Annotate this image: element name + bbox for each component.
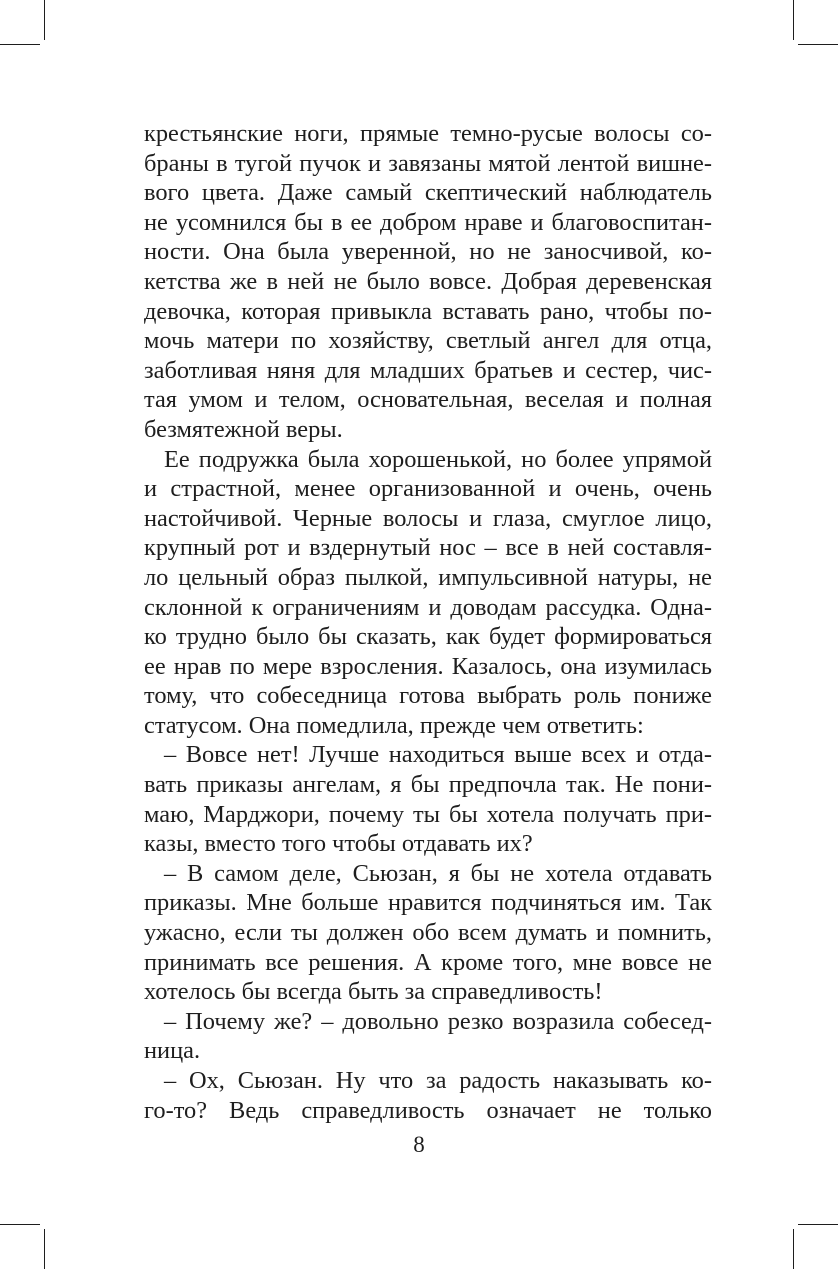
text-line: не усомнился бы в ее добром нраве и благовоспитан-	[144, 208, 712, 236]
text-line: девочка, которая привыкла вставать рано, чтобы по-	[144, 297, 712, 325]
text-line: крестьянские ноги, прямые темно-русые волосы со-	[144, 120, 712, 147]
text-line: казы, вместо того чтобы отдавать их?	[144, 830, 533, 858]
text-line: ло цельный образ пылкой, импульсивной натуры, не	[144, 563, 712, 591]
text-line: принимать все решения. А кроме того, мне вовсе не	[144, 948, 712, 976]
text-line: тая умом и телом, основательная, веселая и полная	[144, 386, 712, 414]
text-line: маю, Марджори, почему ты бы хотела получать при-	[144, 800, 712, 828]
text-line: безмятежной веры.	[144, 415, 343, 443]
text-line: ее нрав по мере взросления. Казалось, она изумилась	[144, 652, 712, 680]
text-line: – Вовсе нет! Лучше находиться выше всех и отда-	[164, 741, 712, 769]
text-line: – Ох, Сьюзан. Ну что за радость наказывать ко-	[164, 1067, 712, 1094]
text-line: склонной к ограничениям и доводам рассудка. Одна-	[144, 593, 712, 621]
text-line: приказы. Мне больше нравится подчиняться им. Так	[144, 889, 712, 917]
text-line: ужасно, если ты должен обо всем думать и помнить,	[144, 919, 712, 947]
text-line: вого цвета. Даже самый скептический наблюдатель	[144, 179, 712, 207]
text-line: и страстной, менее организованной и очень, очень	[144, 475, 712, 503]
text-line: крупный рот и вздернутый нос – все в ней составля-	[144, 534, 712, 562]
text-line: вать приказы ангелам, я бы предпочла так. Не пони-	[144, 771, 712, 799]
text-line: – В самом деле, Сьюзан, я бы не хотела отдавать	[164, 859, 712, 887]
text-line: ности. Она была уверенной, но не заносчивой, ко-	[144, 238, 712, 266]
text-line: кетства же в ней не было вовсе. Добрая деревенская	[144, 267, 712, 295]
crop-mark-top-left-vertical	[44, 0, 45, 40]
text-line: Ее подружка была хорошенькой, но более упрямой	[164, 445, 712, 473]
crop-mark-top-right-vertical	[793, 0, 794, 40]
text-line: статусом. Она помедлила, прежде чем ответить:	[144, 711, 644, 739]
text-line: – Почему же? – довольно резко возразила собесед-	[164, 1007, 712, 1035]
crop-mark-top-left-horizontal	[0, 44, 40, 45]
text-line: заботливая няня для младших братьев и сестер, чис-	[144, 356, 712, 384]
text-line: браны в тугой пучок и завязаны мятой лентой вишне-	[144, 149, 712, 177]
text-line: тому, что собеседница готова выбрать роль пониже	[144, 682, 712, 710]
text-line: ко трудно было бы сказать, как будет формироваться	[144, 623, 712, 651]
crop-mark-bottom-right-vertical	[793, 1229, 794, 1269]
crop-mark-bottom-left-vertical	[44, 1229, 45, 1269]
crop-mark-bottom-left-horizontal	[0, 1224, 40, 1225]
body-text	[144, 119, 712, 1125]
text-line: настойчивой. Черные волосы и глаза, смуглое лицо,	[144, 504, 712, 532]
text-line: ница.	[144, 1037, 201, 1065]
crop-mark-top-right-horizontal	[798, 44, 838, 45]
text-line: го-то? Ведь справедливость означает не только	[144, 1096, 712, 1124]
text-line: хотелось бы всегда быть за справедливость!	[144, 978, 603, 1006]
page-number: 8	[413, 1132, 425, 1157]
text-line: мочь матери по хозяйству, светлый ангел для отца,	[144, 327, 712, 355]
crop-mark-bottom-right-horizontal	[798, 1224, 838, 1225]
